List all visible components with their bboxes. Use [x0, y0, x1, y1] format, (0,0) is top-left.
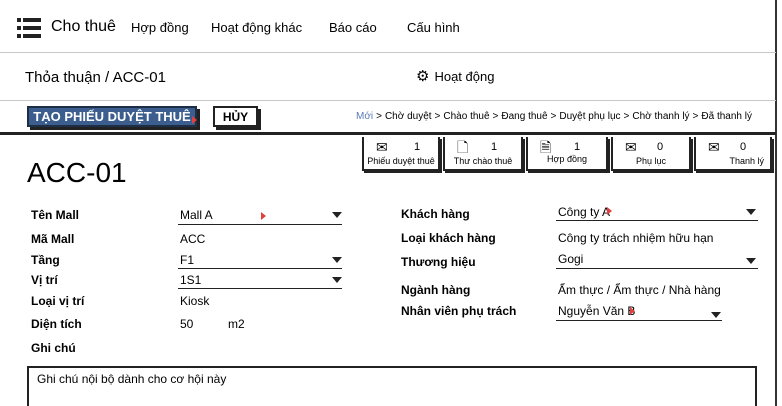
position-type-value: Kiosk: [180, 294, 210, 308]
industry-label: Ngành hàng: [401, 283, 471, 297]
customer-label: Khách hàng: [401, 207, 470, 221]
staff-label: Nhân viên phụ trách: [401, 304, 517, 318]
customer-type-value: Công ty trách nhiệm hữu hạn: [558, 231, 714, 245]
activity-button[interactable]: [416, 69, 494, 84]
cancel-button[interactable]: [213, 106, 258, 127]
divider: [0, 100, 776, 101]
stat-card-appendix[interactable]: [611, 137, 691, 171]
menu-icon[interactable]: [17, 18, 41, 38]
card-count: 0: [657, 141, 664, 153]
breadcrumb: Thỏa thuận / ACC-01: [25, 69, 166, 86]
chevron-down-icon[interactable]: [711, 312, 721, 318]
chevron-right-icon: >: [376, 111, 382, 122]
flag-icon: [607, 207, 612, 215]
industry-value: Ẩm thực / Ẩm thực / Nhà hàng: [558, 283, 721, 297]
note-label: Ghi chú: [31, 341, 76, 355]
envelope-icon: ✉: [625, 139, 637, 155]
stage-offer[interactable]: Chào thuê: [443, 111, 490, 122]
card-label: Phụ lục: [635, 156, 667, 166]
mall-name-label: Tên Mall: [31, 208, 80, 222]
stat-card-approvals[interactable]: [362, 137, 440, 171]
create-approval-label: TẠO PHIẾU DUYỆT THUÊ: [33, 109, 191, 124]
stage-renting[interactable]: Đang thuê: [501, 111, 548, 122]
nav-item-contracts[interactable]: Hợp đồng: [131, 20, 189, 35]
record-title: ACC-01: [27, 157, 127, 188]
stat-card-contracts[interactable]: [526, 137, 608, 171]
app-title[interactable]: Cho thuê: [51, 18, 116, 35]
chevron-down-icon[interactable]: [332, 257, 342, 263]
nav-item-other-activities[interactable]: Hoạt động khác: [211, 20, 303, 35]
chevron-right-icon: >: [492, 111, 499, 122]
contract-icon: 🗎: [540, 139, 552, 155]
mall-code-label: Mã Mall: [31, 232, 75, 246]
envelope-icon: ✉: [708, 139, 720, 155]
chevron-right-icon: >: [434, 111, 441, 122]
field-underline: [556, 268, 758, 269]
document-icon: 🗋: [457, 139, 469, 155]
flag-icon: [261, 212, 266, 220]
mall-name-select[interactable]: Mall A: [180, 208, 213, 222]
card-count: 1: [574, 141, 581, 153]
chevron-right-icon: >: [692, 111, 699, 122]
right-border: [775, 0, 777, 406]
customer-select[interactable]: Công ty A: [558, 205, 611, 219]
card-label: Phiếu duyệt thuê: [367, 156, 435, 166]
stage-liquidated[interactable]: Đã thanh lý: [701, 111, 752, 122]
position-label: Vị trí: [31, 273, 58, 287]
top-navbar: [0, 0, 782, 52]
nav-item-settings[interactable]: Cấu hình: [407, 20, 460, 35]
chevron-down-icon[interactable]: [332, 212, 342, 218]
stage-pending-liquidation[interactable]: Chờ thanh lý: [632, 111, 690, 122]
area-value[interactable]: 50: [180, 317, 194, 331]
nav-item-reports[interactable]: Báo cáo: [329, 20, 377, 35]
chevron-right-icon: >: [550, 111, 557, 122]
stage-pending-approval[interactable]: Chờ duyệt: [384, 111, 432, 122]
card-count: 1: [491, 141, 498, 153]
floor-select[interactable]: F1: [180, 253, 195, 267]
stage-appendix-approval[interactable]: Duyệt phụ lục: [559, 111, 621, 122]
chevron-right-icon: >: [623, 111, 630, 122]
create-approval-button[interactable]: [27, 106, 197, 127]
gear-icon: ⚙: [416, 68, 430, 85]
brand-label: Thương hiệu: [401, 255, 476, 269]
status-pipeline: [356, 111, 752, 122]
position-select[interactable]: 1S1: [180, 273, 202, 287]
section-divider: [0, 132, 776, 135]
position-type-label: Loại vị trí: [31, 294, 85, 308]
flag-icon: [192, 116, 197, 124]
staff-select[interactable]: Nguyễn Văn B: [558, 304, 636, 318]
card-count: 0: [740, 141, 747, 153]
card-label: Hợp đồng: [547, 154, 587, 164]
area-unit: m2: [228, 317, 245, 331]
mall-code-value: ACC: [180, 232, 206, 246]
field-underline: [556, 220, 758, 221]
envelope-icon: ✉: [376, 139, 388, 155]
flag-icon: [630, 307, 635, 315]
card-label: Thư chào thuê: [453, 156, 513, 166]
chevron-down-icon[interactable]: [746, 209, 756, 215]
brand-select[interactable]: Gogi: [558, 252, 584, 266]
activity-label: Hoạt động: [434, 69, 495, 84]
stage-new[interactable]: Mới: [356, 111, 374, 122]
area-label: Diện tích: [31, 317, 82, 331]
notes-textarea[interactable]: Ghi chú nội bộ dành cho cơ hội này: [27, 366, 757, 406]
stat-card-liquidation[interactable]: [694, 137, 772, 171]
card-label: Thanh lý: [729, 156, 764, 166]
floor-label: Tầng: [31, 253, 60, 267]
divider: [0, 52, 776, 53]
card-count: 1: [414, 141, 421, 153]
customer-type-label: Loại khách hàng: [401, 231, 496, 245]
chevron-down-icon[interactable]: [746, 258, 756, 264]
field-underline: [178, 288, 342, 289]
field-underline: [178, 224, 342, 225]
cancel-label: HỦY: [222, 109, 249, 124]
chevron-down-icon[interactable]: [332, 277, 342, 283]
stat-card-offers[interactable]: [443, 137, 523, 171]
field-underline: [556, 320, 722, 321]
field-underline: [178, 268, 342, 269]
